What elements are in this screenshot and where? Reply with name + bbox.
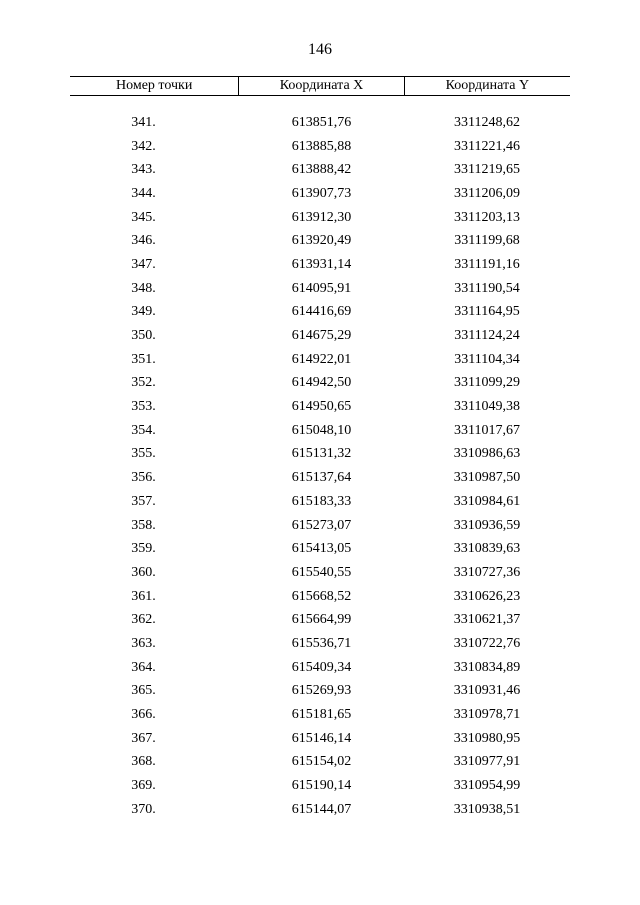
coordinate-x-cell: 615137,64 [291,470,352,486]
header-point-number: Номер точки [116,78,193,93]
coordinate-y-cell: 3310980,95 [453,730,521,746]
table-row [70,703,570,727]
point-number-cell: 361. [131,588,156,604]
coordinate-y-cell: 3310621,37 [453,612,521,628]
table-row [70,206,570,230]
coordinate-x-cell: 615181,65 [291,707,352,723]
point-number-cell: 357. [131,493,156,509]
point-number-cell: 355. [131,446,156,462]
coordinate-y-cell: 3311219,65 [454,162,520,178]
coordinate-x-cell: 614950,65 [291,399,352,415]
point-number-cell: 368. [131,754,156,770]
coordinate-x-cell: 613912,30 [291,209,352,225]
coordinate-y-cell: 3310931,46 [453,683,521,699]
coordinate-x-cell: 615183,33 [291,493,352,509]
coordinate-x-cell: 614942,50 [291,375,352,391]
coordinate-x-cell: 615664,99 [291,612,352,628]
point-number-cell: 365. [131,683,156,699]
point-number-cell: 359. [131,541,156,557]
coordinate-y-cell: 3311199,68 [454,233,520,249]
table-row [70,466,570,490]
coordinate-y-cell: 3311191,16 [454,256,520,272]
point-number-cell: 370. [131,801,156,817]
header-coordinate-x: Координата X [238,77,403,95]
point-number-cell: 351. [131,351,156,367]
coordinate-x-cell: 613907,73 [291,185,352,201]
coordinate-y-cell: 3311203,13 [454,209,520,225]
coordinate-x-cell: 614922,01 [291,351,352,367]
point-number-cell: 346. [131,233,156,249]
coordinate-y-cell: 3310722,76 [453,635,521,651]
coordinate-y-cell: 3310936,59 [453,517,521,533]
point-number-cell: 342. [131,138,156,154]
coordinate-y-cell: 3310984,61 [453,493,521,509]
point-number-cell: 362. [131,612,156,628]
point-number-cell: 345. [131,209,156,225]
point-number-cell: 350. [131,328,156,344]
table-row [70,680,570,704]
coordinate-x-cell: 615144,07 [291,801,352,817]
coordinate-y-cell: 3310977,91 [453,754,521,770]
coordinate-y-cell: 3311104,34 [454,351,520,367]
coordinate-x-cell: 613920,49 [291,233,352,249]
page-number: 146 [308,41,332,58]
table-row [70,158,570,182]
coordinate-x-cell: 615536,71 [291,635,352,651]
table-row [70,490,570,514]
point-number-cell: 367. [131,730,156,746]
header-coordinate-y: Координата Y [404,77,570,95]
point-number-cell: 343. [131,162,156,178]
point-number-cell: 353. [131,399,156,415]
coordinate-x-cell: 615269,93 [291,683,352,699]
table-row [70,751,570,775]
coordinate-y-cell: 3310727,36 [453,564,521,580]
coordinate-x-cell: 613885,88 [291,138,352,154]
coordinate-y-cell: 3311017,67 [454,422,520,438]
table-row [70,324,570,348]
coordinate-x-cell: 615146,14 [291,730,352,746]
coordinate-x-cell: 615668,52 [291,588,352,604]
coordinate-y-cell: 3310834,89 [453,659,521,675]
coordinate-x-cell: 615190,14 [291,778,352,794]
table-row [70,348,570,372]
coordinate-y-cell: 3311206,09 [454,185,520,201]
point-number-cell: 358. [131,517,156,533]
point-number-cell: 352. [131,375,156,391]
point-number-cell: 369. [131,778,156,794]
table-row [70,585,570,609]
coordinate-x-cell: 613851,76 [291,114,352,130]
table-body [70,111,570,822]
coordinates-table [70,76,570,822]
coordinate-y-cell: 3310954,99 [453,778,521,794]
table-row [70,561,570,585]
point-number-cell: 341. [131,114,156,130]
coordinate-y-cell: 3311164,95 [454,304,520,320]
coordinate-x-cell: 614095,91 [291,280,352,296]
coordinate-y-cell: 3310986,63 [453,446,521,462]
coordinate-x-cell: 615540,55 [291,564,352,580]
table-row [70,372,570,396]
coordinate-x-cell: 615273,07 [291,517,352,533]
coordinate-x-cell: 615131,32 [291,446,352,462]
table-row [70,727,570,751]
coordinate-x-cell: 614675,29 [291,328,352,344]
coordinate-x-cell: 615413,05 [291,541,352,557]
table-row [70,608,570,632]
table-row [70,443,570,467]
coordinate-y-cell: 3310626,23 [453,588,521,604]
point-number-cell: 356. [131,470,156,486]
table-row [70,514,570,538]
coordinate-y-cell: 3310987,50 [453,470,521,486]
coordinate-y-cell: 3311124,24 [454,328,520,344]
coordinate-y-cell: 3311248,62 [454,114,520,130]
coordinate-y-cell: 3311099,29 [454,375,520,391]
coordinate-x-cell: 615048,10 [291,422,352,438]
table-row [70,111,570,135]
table-row [70,798,570,822]
table-row [70,632,570,656]
coordinate-y-cell: 3311221,46 [454,138,520,154]
coordinate-x-cell: 615409,34 [291,659,352,675]
coordinate-y-cell: 3310938,51 [453,801,521,817]
coordinate-y-cell: 3311190,54 [454,280,520,296]
coordinate-y-cell: 3311049,38 [454,399,520,415]
point-number-cell: 360. [131,564,156,580]
point-number-cell: 366. [131,707,156,723]
table-row [70,656,570,680]
coordinate-y-cell: 3310839,63 [453,541,521,557]
table-row [70,182,570,206]
table-row [70,395,570,419]
point-number-cell: 363. [131,635,156,651]
point-number-cell: 349. [131,304,156,320]
coordinate-x-cell: 613888,42 [291,162,352,178]
table-header [70,76,570,96]
point-number-cell: 354. [131,422,156,438]
table-row [70,774,570,798]
table-row [70,229,570,253]
point-number-cell: 348. [131,280,156,296]
point-number-cell: 364. [131,659,156,675]
coordinate-x-cell: 613931,14 [291,256,352,272]
table-row [70,419,570,443]
table-row [70,537,570,561]
table-row [70,253,570,277]
coordinate-x-cell: 615154,02 [291,754,352,770]
table-row [70,135,570,159]
table-row [70,301,570,325]
coordinate-y-cell: 3310978,71 [453,707,521,723]
table-row [70,277,570,301]
point-number-cell: 344. [131,185,156,201]
coordinate-x-cell: 614416,69 [291,304,352,320]
point-number-cell: 347. [131,256,156,272]
